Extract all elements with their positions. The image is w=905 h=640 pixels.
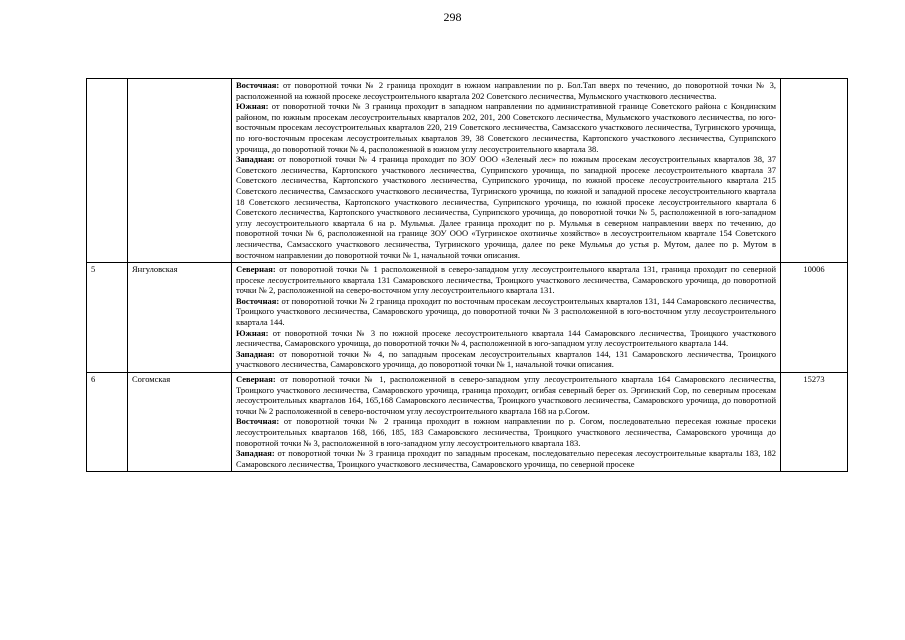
direction-text: от поворотной точки № 4, по западным просекам лесоустроительных кварталов 144, 131 Самаровского лесничества, Троицкого участкового лесничества, Самаровского урочища, до поворотной точки № 1, начальной точки описания. xyxy=(236,348,776,370)
boundary-paragraph xyxy=(236,101,776,154)
direction-label: Южная: xyxy=(236,101,269,112)
boundary-description xyxy=(232,263,781,373)
row-number: 6 xyxy=(87,373,128,472)
direction-label: Восточная: xyxy=(236,416,280,427)
boundary-paragraph xyxy=(236,296,776,328)
page-number: 298 xyxy=(443,10,462,24)
boundary-paragraph xyxy=(236,416,776,448)
direction-text: от поворотной точки № 2 граница проходит в южном направлении по р. Бол.Тап вверх по течению, до поворотной точки № 3, расположенной на южной просеке лесоустроительного квартала 202 Советского лесничества, Мульмского участкового лесничества. xyxy=(236,80,777,101)
direction-text: от поворотной точки № 1, расположенной в северо-западном углу лесоустроительного квартала 164 Самаровского лесничества, Троицкого участкового лесничества, Самаровского урочища, граница проходит, огибая северный берег оз. Эргинский Сор, по северным просекам лесоустроительных кварталов 164, 165,168 Самаровского лесничества, Троицкого участкового лесничества, Самаровского урочища, до поворотной точки № 2 расположенной в северо-восточном углу лесоустроительного квартала 168 на р.Согом. xyxy=(236,374,777,416)
table-row xyxy=(87,373,848,472)
direction-text: от поворотной точки № 3 граница проходит по западным просекам, последовательно пересекая лесоустроительные кварталы 183, 182 Самаровского лесничества, Троицкого участкового лесничества, Самаровского урочища, по северной просеке xyxy=(236,448,776,469)
direction-label: Северная: xyxy=(236,374,276,385)
table-row xyxy=(87,79,848,263)
direction-text: от поворотной точки № 1 расположенной в северо-западном углу лесоустроительного квартала 131, граница проходит по северной просеке лесоустроительного квартала 131 Самаровского лесничества, Троицкого участкового лесничества, Самаровского урочища, до поворотной точки № 2, расположенной на северо-восточном углу лесоустроительного квартала 131. xyxy=(236,264,776,296)
area-value: 10006 xyxy=(781,263,848,373)
direction-label: Восточная: xyxy=(236,80,280,90)
direction-label: Западная: xyxy=(236,154,275,165)
boundary-paragraph xyxy=(236,154,776,260)
area-value: 15273 xyxy=(781,373,848,472)
boundary-paragraph xyxy=(236,264,776,296)
direction-label: Северная: xyxy=(236,264,276,275)
area-name xyxy=(128,79,232,263)
direction-label: Южная: xyxy=(236,327,269,338)
direction-text: от поворотной точки № 3 граница проходит в западном направлении по административной границе Советского района с Кондинским районом, по южным просекам лесоустроительных кварталов 202, 201, 200 Советского лесничества, Мульмского участкового лесничества, по юго-восточным просекам лесоустроительных кварталов 220, 219 Советского лесничества, Самзасского участкового лесничества, Тугринского урочища, по юго-восточным просекам лесоустроительных кварталов 39, 38 Советского лесничества, Картопского участкового лесничества, Суприпского урочища, до поворотной точки № 4, расположенной в южном углу лесоустроительного квартала 38. xyxy=(236,101,776,154)
direction-label: Восточная: xyxy=(236,295,280,306)
boundary-paragraph xyxy=(236,80,776,101)
boundary-paragraph xyxy=(236,374,776,416)
row-number: 5 xyxy=(87,263,128,373)
boundary-description xyxy=(232,373,781,472)
table-row xyxy=(87,263,848,373)
row-number xyxy=(87,79,128,263)
area-name: Янгуловская xyxy=(128,263,232,373)
direction-label: Западная: xyxy=(236,348,275,359)
area-value xyxy=(781,79,848,263)
direction-label: Западная: xyxy=(236,448,275,459)
boundary-paragraph xyxy=(236,328,776,349)
boundary-description xyxy=(232,79,781,263)
boundary-paragraph xyxy=(236,448,776,469)
direction-text: от поворотной точки № 2 граница проходит в южном направлении по р. Согом, последовательно пересекая южные просеки лесоустроительных кварталов 168, 166, 185, 183 Самаровского лесничества, Троицкого участкового лесничества, Самаровского урочища до поворотной точки № 3, расположенной в юго-западном углу лесоустроительного квартала 183. xyxy=(236,416,777,448)
area-name: Согомская xyxy=(128,373,232,472)
boundary-paragraph xyxy=(236,349,776,370)
boundaries-table xyxy=(86,78,848,472)
direction-text: от поворотной точки № 2 граница проходит по восточным просекам лесоустроительных кварталов 131, 144 Самаровского лесничества, Троицкого участкового лесничества, Самаровского урочища, до поворотной точки № 3 расположенной в юго-восточном углу лесоустроительного квартала 144. xyxy=(236,295,776,328)
direction-text: от поворотной точки № 3 по южной просеке лесоустроительного квартала 144 Самаровского лесничества, Троицкого участкового лесничества, Самаровского урочища, до поворотной точки № 4, расположенной в юго-западном углу лесоустроительного квартала 144. xyxy=(236,327,777,349)
direction-text: от поворотной точки № 4 граница проходит по ЗОУ ООО «Зеленый лес» по южным просекам лесоустроительных кварталов 38, 37 Советского лесничества, Картопского участкового лесничества, Суприпского урочища, по западной просеке лесоустроительного квартала 37 Советского лесничества, Картопского участкового лесничества, Суприпского урочища, по южной просеке лесоустроительного квартала 215 Советского лесничества, Самзасского участкового лесничества, Тугринского урочища, по южной и западной просеке лесоустроительного квартала 18 Советского лесничества, Картопского участкового лесничества, Суприпского урочища, по южной просеке лесоустроительного квартала 6 Советского лесничества, Картопского участкового лесничества, Суприпского урочища, до поворотной точки № 5, расположенной в юго-западном углу лесоустроительного квартала 6 на р. Мульмья. Далее граница проходит по р. Мульмья в северном направлении вверх по течению, до поворотной точки № 6, расположенной на границе ЗОУ ООО «Тугринское охотничье хозяйство» в лесоустроительном квартале 154 Советского лесничества, Самзасского участкового лесничества, Тугринского урочища, далее по реке Мульмья до устья р. Мутом, далее по р. Мутом в восточном направлении до поворотной точки № 1, начальной точки описания. xyxy=(236,154,776,260)
